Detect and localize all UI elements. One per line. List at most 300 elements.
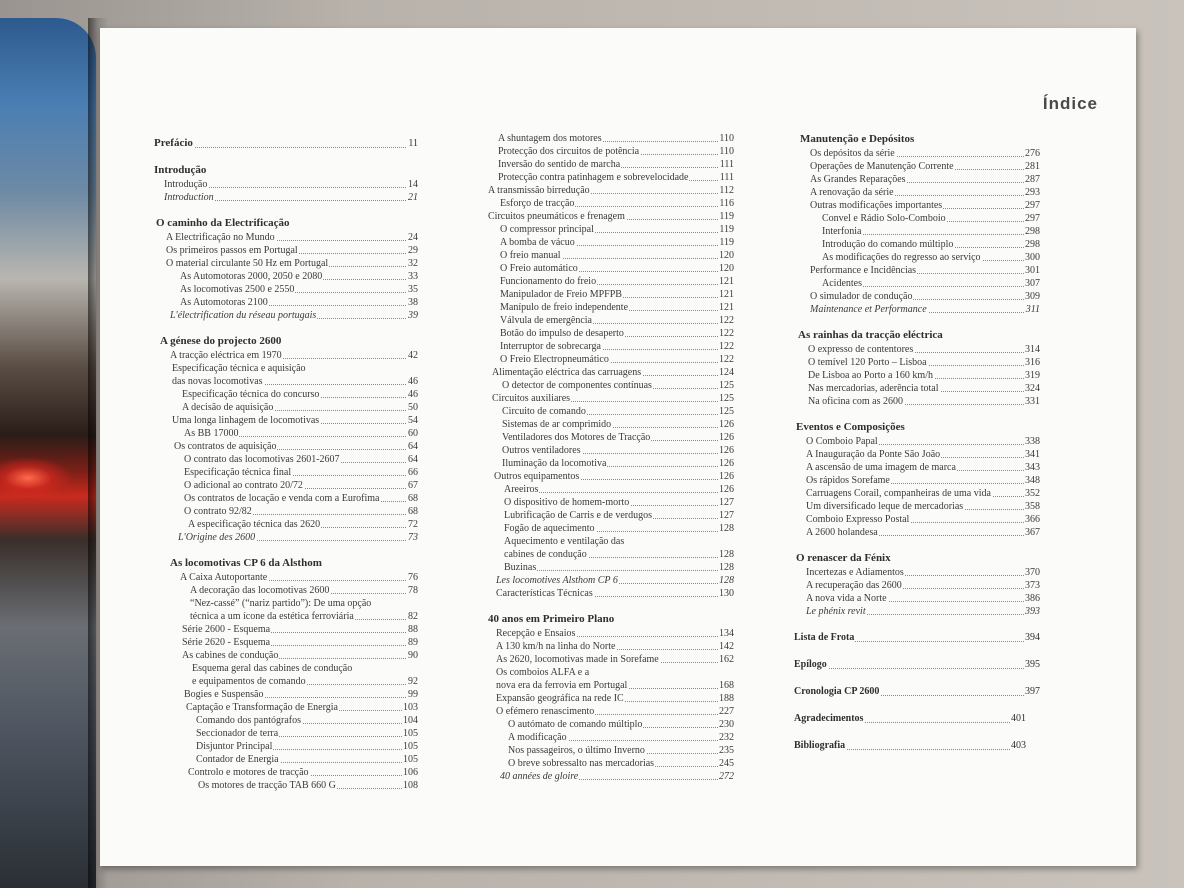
toc-entry xyxy=(504,522,734,535)
toc-section-heading xyxy=(800,132,1040,147)
entry-text: Les locomotives Alsthom CP 6 xyxy=(496,575,618,586)
page-number: 125 xyxy=(719,393,734,404)
page-number: 105 xyxy=(403,728,418,739)
page-number: 235 xyxy=(719,745,734,756)
entry-text: Seccionador de terra xyxy=(196,728,279,739)
page-number: 119 xyxy=(719,237,734,248)
entry-text: O dispositivo de homem-morto xyxy=(504,497,630,508)
toc-entry xyxy=(822,277,1040,290)
page-number: 121 xyxy=(719,289,734,300)
photo-red-light xyxy=(0,458,70,498)
page-number: 319 xyxy=(1025,370,1040,381)
toc-entry xyxy=(808,369,1040,382)
entry-text: das novas locomotivas xyxy=(172,376,263,387)
toc-entry xyxy=(806,500,1040,513)
entry-text: A especificação técnica das 2620 xyxy=(188,519,321,530)
entry-text: Iluminação da locomotiva xyxy=(502,458,607,469)
entry-text: Outros ventiladores xyxy=(502,445,581,456)
page-number: 343 xyxy=(1025,462,1040,473)
toc-entry xyxy=(494,470,734,483)
entry-text: 40 années de gloire xyxy=(500,771,579,782)
entry-text: O contrato 92/82 xyxy=(184,506,252,517)
page-number: 88 xyxy=(408,624,418,635)
entry-text: O Comboio Papal xyxy=(806,436,878,447)
page-number: 105 xyxy=(403,741,418,752)
toc-entry xyxy=(496,640,734,653)
page-number: 78 xyxy=(408,585,418,596)
toc-gap xyxy=(488,600,734,612)
page-number: 108 xyxy=(403,780,418,791)
toc-entry xyxy=(196,753,418,766)
toc-entry xyxy=(810,147,1040,160)
toc-entry xyxy=(184,492,418,505)
toc-entry xyxy=(502,457,734,470)
entry-text: Manípulo de freio independente xyxy=(500,302,629,313)
entry-text: As 2620, locomotivas made in Sorefame xyxy=(496,654,659,665)
entry-text: A Electrificação no Mundo xyxy=(166,232,275,243)
toc-gap xyxy=(154,204,418,216)
toc-entry xyxy=(810,186,1040,199)
entry-text: Introdução do comando múltiplo xyxy=(822,239,954,250)
page-number: 127 xyxy=(719,510,734,521)
toc-entry xyxy=(496,705,734,718)
page-number: 301 xyxy=(1025,265,1040,276)
page-number: 64 xyxy=(408,454,418,465)
toc-entry xyxy=(166,231,418,244)
entry-text: O Freio Electropneumático xyxy=(500,354,609,365)
heading-text: Agradecimentos xyxy=(794,713,864,724)
toc-entry xyxy=(500,223,734,236)
page-number: 314 xyxy=(1025,344,1040,355)
toc-gap xyxy=(794,699,1040,711)
entry-text: Controlo e motores de tracção xyxy=(188,767,309,778)
toc-entry xyxy=(500,275,734,288)
toc-section-heading xyxy=(794,684,1040,699)
entry-text: Circuitos auxiliares xyxy=(492,393,571,404)
toc-entry xyxy=(822,225,1040,238)
toc-entry xyxy=(822,251,1040,264)
page-number: 42 xyxy=(408,350,418,361)
toc-entry xyxy=(806,513,1040,526)
toc-entry xyxy=(496,692,734,705)
page-number: 99 xyxy=(408,689,418,700)
toc-section-heading xyxy=(794,711,1026,726)
page-number: 297 xyxy=(1025,213,1040,224)
toc-entry xyxy=(502,405,734,418)
entry-text: As Automotoras 2100 xyxy=(180,297,268,308)
toc-entry xyxy=(182,636,418,649)
toc-entry xyxy=(192,675,418,688)
page-number: 24 xyxy=(408,232,418,243)
toc-entry xyxy=(500,327,734,340)
toc-entry xyxy=(172,362,418,375)
page-number: 401 xyxy=(1011,713,1026,724)
page-number: 106 xyxy=(403,767,418,778)
toc-section-heading xyxy=(794,657,1040,672)
toc-entry xyxy=(182,388,418,401)
entry-text: Inversão do sentido de marcha xyxy=(498,159,621,170)
page-number: 366 xyxy=(1025,514,1040,525)
toc-entry xyxy=(180,270,418,283)
page-number: 89 xyxy=(408,637,418,648)
entry-text: A Caixa Autoportante xyxy=(180,572,268,583)
entry-text: técnica a um ícone da estética ferroviária xyxy=(190,611,354,622)
toc-section-heading xyxy=(794,630,1040,645)
entry-text: A tracção eléctrica em 1970 xyxy=(170,350,282,361)
toc-entry xyxy=(182,649,418,662)
entry-text: O material circulante 50 Hz em Portugal xyxy=(166,258,329,269)
page-number: 168 xyxy=(719,680,734,691)
entry-text: A 130 km/h na linha do Norte xyxy=(496,641,616,652)
entry-text: Recepção e Ensaios xyxy=(496,628,576,639)
page-number: 297 xyxy=(1025,200,1040,211)
page-number: 142 xyxy=(719,641,734,652)
toc-entry xyxy=(500,770,734,783)
toc-section-heading xyxy=(170,556,418,571)
toc-entry xyxy=(184,688,418,701)
page-number: 121 xyxy=(719,276,734,287)
entry-text: Características Técnicas xyxy=(496,588,593,599)
entry-text: Disjuntor Principal xyxy=(196,741,273,752)
toc-entry xyxy=(488,210,734,223)
heading-text: Introdução xyxy=(154,164,207,176)
toc-entry xyxy=(182,623,418,636)
page-number: 300 xyxy=(1025,252,1040,263)
entry-text: Botão do impulso de desaperto xyxy=(500,328,624,339)
page-number: 272 xyxy=(719,771,734,782)
toc-entry xyxy=(806,526,1040,539)
entry-text: Lubrificação de Carris e de verdugos xyxy=(504,510,652,521)
page-number: 316 xyxy=(1025,357,1040,368)
toc-entry xyxy=(500,340,734,353)
heading-text: A génese do projecto 2600 xyxy=(160,335,282,347)
toc-entry xyxy=(496,653,734,666)
toc-entry xyxy=(806,487,1040,500)
page-number: 370 xyxy=(1025,567,1040,578)
toc-entry xyxy=(500,249,734,262)
toc-entry xyxy=(810,173,1040,186)
toc-entry xyxy=(498,145,734,158)
toc-gap xyxy=(794,618,1040,630)
toc-section-heading xyxy=(798,328,1040,343)
page-number: 230 xyxy=(719,719,734,730)
page-number: 82 xyxy=(408,611,418,622)
entry-text: Le phénix revit xyxy=(806,606,866,617)
entry-text: O breve sobressalto nas mercadorias xyxy=(508,758,655,769)
toc-entry xyxy=(496,574,734,587)
page-number: 111 xyxy=(719,172,734,183)
toc-entry xyxy=(196,714,418,727)
toc-section-heading xyxy=(488,612,734,627)
entry-text: Na oficina com as 2600 xyxy=(808,396,903,407)
page-number: 21 xyxy=(408,192,418,203)
toc-entry xyxy=(810,290,1040,303)
entry-text: O freio manual xyxy=(500,250,561,261)
toc-entry xyxy=(182,401,418,414)
page-number: 358 xyxy=(1025,501,1040,512)
entry-text: Série 2600 - Esquema xyxy=(182,624,271,635)
entry-text: Captação e Transformação de Energia xyxy=(186,702,338,713)
toc-section-heading xyxy=(160,334,418,349)
page-number: 66 xyxy=(408,467,418,478)
entry-text: Protecção dos circuitos de potência xyxy=(498,146,640,157)
toc-entry xyxy=(810,303,1040,316)
entry-text: A decisão de aquisição xyxy=(182,402,274,413)
page-number: 128 xyxy=(719,575,734,586)
entry-text: O autómato de comando múltiplo xyxy=(508,719,643,730)
entry-text: Válvula de emergência xyxy=(500,315,592,326)
entry-text: Especificação técnica e aquisição xyxy=(172,363,306,374)
entry-text: Os rápidos Sorefame xyxy=(806,475,890,486)
page-number: 68 xyxy=(408,506,418,517)
entry-text: Buzinas xyxy=(504,562,537,573)
entry-text: Interfonia xyxy=(822,226,862,237)
toc-section-heading xyxy=(796,420,1040,435)
entry-text: Convel e Rádio Solo-Comboio xyxy=(822,213,946,224)
entry-text: As BB 17000 xyxy=(184,428,239,439)
heading-text: Epílogo xyxy=(794,659,827,670)
page-number: 122 xyxy=(719,341,734,352)
page-number: 130 xyxy=(719,588,734,599)
entry-text: Operações de Manutenção Corrente xyxy=(810,161,954,172)
page-number: 311 xyxy=(1025,304,1040,315)
toc-section-heading xyxy=(154,163,418,178)
toc-entry xyxy=(492,392,734,405)
page-number: 128 xyxy=(719,523,734,534)
toc-section-heading xyxy=(154,136,418,151)
entry-text: Aquecimento e ventilação das xyxy=(504,536,625,547)
entry-text: A shuntagem dos motores xyxy=(498,133,602,144)
entry-text: Esforço de tracção xyxy=(500,198,575,209)
toc-entry xyxy=(496,666,734,679)
entry-text: A 2600 holandesa xyxy=(806,527,878,538)
toc-entry xyxy=(184,505,418,518)
page-number: 35 xyxy=(408,284,418,295)
page-number: 348 xyxy=(1025,475,1040,486)
entry-text: Outros equipamentos xyxy=(494,471,580,482)
toc-entry xyxy=(806,461,1040,474)
page-number: 110 xyxy=(719,133,734,144)
toc-entry xyxy=(502,431,734,444)
toc-entry xyxy=(184,466,418,479)
toc-gap xyxy=(794,726,1040,738)
page-number: 112 xyxy=(719,185,734,196)
toc-entry xyxy=(196,727,418,740)
page-number: 92 xyxy=(408,676,418,687)
page-number: 119 xyxy=(719,224,734,235)
page-number: 122 xyxy=(719,328,734,339)
toc-entry xyxy=(500,314,734,327)
entry-text: Série 2620 - Esquema xyxy=(182,637,271,648)
toc-entry xyxy=(502,379,734,392)
page-number: 120 xyxy=(719,250,734,261)
page-number: 188 xyxy=(719,693,734,704)
page-title: Índice xyxy=(1042,94,1098,113)
page-number: 116 xyxy=(719,198,734,209)
toc-entry xyxy=(808,343,1040,356)
page-number: 111 xyxy=(719,159,734,170)
page-number: 105 xyxy=(403,754,418,765)
page-number: 309 xyxy=(1025,291,1040,302)
entry-text: De Lisboa ao Porto a 160 km/h xyxy=(808,370,933,381)
toc-entry xyxy=(504,483,734,496)
heading-text: Bibliografia xyxy=(794,740,846,751)
page-number: 127 xyxy=(719,497,734,508)
toc-entry xyxy=(806,605,1040,618)
page-number: 33 xyxy=(408,271,418,282)
toc-entry xyxy=(808,382,1040,395)
page-number: 338 xyxy=(1025,436,1040,447)
entry-text: Um diversificado leque de mercadorias xyxy=(806,501,964,512)
toc-entry xyxy=(188,766,418,779)
toc-entry xyxy=(174,440,418,453)
page-number: 76 xyxy=(408,572,418,583)
toc-entry xyxy=(508,718,734,731)
toc-entry xyxy=(504,561,734,574)
entry-text: Manipulador de Freio MPFPB xyxy=(500,289,622,300)
page-number: 373 xyxy=(1025,580,1040,591)
toc-entry xyxy=(502,444,734,457)
toc-entry xyxy=(806,566,1040,579)
toc-entry xyxy=(170,349,418,362)
page-number: 126 xyxy=(719,445,734,456)
heading-text: As rainhas da tracção eléctrica xyxy=(798,329,943,341)
entry-text: Os depósitos da série xyxy=(810,148,895,159)
heading-text: Prefácio xyxy=(154,137,193,149)
entry-text: Introduction xyxy=(164,192,214,203)
page-number: 73 xyxy=(408,532,418,543)
toc-entry xyxy=(190,584,418,597)
entry-text: Especificação técnica do concurso xyxy=(182,389,320,400)
entry-text: Interruptor de sobrecarga xyxy=(500,341,601,352)
toc-entry xyxy=(496,679,734,692)
entry-text: Circuitos pneumáticos e frenagem xyxy=(488,211,625,222)
page-number: 232 xyxy=(719,732,734,743)
page-number: 126 xyxy=(719,432,734,443)
entry-text: Comboio Expresso Postal xyxy=(806,514,910,525)
entry-text: A renovação da série xyxy=(810,187,894,198)
entry-text: Bogies e Suspensão xyxy=(184,689,264,700)
page-number: 298 xyxy=(1025,239,1040,250)
page-number: 293 xyxy=(1025,187,1040,198)
toc-entry xyxy=(184,479,418,492)
heading-text: Cronologia CP 2600 xyxy=(794,686,880,697)
entry-text: Protecção contra patinhagem e sobrevelocidade xyxy=(498,172,689,183)
toc-entry xyxy=(498,132,734,145)
toc-entry xyxy=(172,375,418,388)
page-number: 121 xyxy=(719,302,734,313)
entry-text: As Grandes Reparações xyxy=(810,174,906,185)
entry-text: Os contratos de locação e venda com a Eurofima xyxy=(184,493,380,504)
toc-entry xyxy=(166,257,418,270)
entry-text: As locomotivas 2500 e 2550 xyxy=(180,284,295,295)
entry-text: Carruagens Corail, companheiras de uma vida xyxy=(806,488,991,499)
entry-text: Alimentação eléctrica das carruagens xyxy=(492,367,642,378)
toc-entry xyxy=(172,414,418,427)
toc-gap xyxy=(794,645,1040,657)
heading-text: Eventos e Composições xyxy=(796,421,905,433)
page-number: 397 xyxy=(1025,686,1040,697)
page-number: 54 xyxy=(408,415,418,426)
entry-text: A nova vida a Norte xyxy=(806,593,887,604)
entry-text: A Inauguração da Ponte São João xyxy=(806,449,941,460)
entry-text: nova era da ferrovia em Portugal xyxy=(496,680,628,691)
toc-entry xyxy=(500,262,734,275)
entry-text: Os contratos de aquisição xyxy=(174,441,277,452)
entry-text: As modificações do regresso ao serviço xyxy=(822,252,981,263)
page-number: 38 xyxy=(408,297,418,308)
toc-entry xyxy=(164,178,418,191)
entry-text: Acidentes xyxy=(822,278,862,289)
toc-entry xyxy=(806,579,1040,592)
page-number: 331 xyxy=(1025,396,1040,407)
index-page xyxy=(100,28,1136,866)
page-number: 39 xyxy=(408,310,418,321)
entry-text: Maintenance et Performance xyxy=(810,304,927,315)
toc-gap xyxy=(154,544,418,556)
entry-text: Sistemas de ar comprimido xyxy=(502,419,612,430)
toc-entry xyxy=(164,191,418,204)
toc-entry xyxy=(806,474,1040,487)
entry-text: Fogão de aquecimento xyxy=(504,523,595,534)
toc-entry xyxy=(498,158,734,171)
page-number: 367 xyxy=(1025,527,1040,538)
page-number: 125 xyxy=(719,380,734,391)
toc-entry xyxy=(810,160,1040,173)
page-number: 386 xyxy=(1025,593,1040,604)
entry-text: Especificação técnica final xyxy=(184,467,292,478)
toc-entry xyxy=(810,264,1040,277)
toc-entry xyxy=(808,395,1040,408)
page-number: 125 xyxy=(719,406,734,417)
toc-gap xyxy=(154,151,418,163)
toc-section-heading xyxy=(794,738,1026,753)
toc-entry xyxy=(196,740,418,753)
toc-entry xyxy=(806,448,1040,461)
heading-text: 40 anos em Primeiro Plano xyxy=(488,613,615,625)
entry-text: Os motores de tracção TAB 660 G xyxy=(198,780,336,791)
toc-entry xyxy=(170,309,418,322)
page-number: 46 xyxy=(408,376,418,387)
page-number: 227 xyxy=(719,706,734,717)
toc-entry xyxy=(190,597,418,610)
page-number: 32 xyxy=(408,258,418,269)
page-number: 104 xyxy=(403,715,418,726)
page-number: 394 xyxy=(1025,632,1040,643)
page-number: 122 xyxy=(719,315,734,326)
entry-text: Esquema geral das cabines de condução xyxy=(192,663,353,674)
toc-entry xyxy=(500,288,734,301)
toc-entry xyxy=(492,366,734,379)
entry-text: A decoração das locomotivas 2600 xyxy=(190,585,330,596)
page-number: 122 xyxy=(719,354,734,365)
page-number: 119 xyxy=(719,211,734,222)
entry-text: “Nez-cassé” (“nariz partido”): De uma opção xyxy=(190,598,372,609)
toc-entry xyxy=(504,535,734,548)
toc-entry xyxy=(508,731,734,744)
entry-text: Nas mercadorias, aderência total xyxy=(808,383,939,394)
page-number: 245 xyxy=(719,758,734,769)
toc-section-heading xyxy=(156,216,418,231)
page-number: 103 xyxy=(403,702,418,713)
entry-text: Comando dos pantógrafos xyxy=(196,715,301,726)
entry-text: Circuito de comando xyxy=(502,406,586,417)
toc-entry xyxy=(500,197,734,210)
entry-text: Ventiladores dos Motores de Tracção xyxy=(502,432,651,443)
entry-text: O compressor principal xyxy=(500,224,594,235)
page-number: 64 xyxy=(408,441,418,452)
toc-section-heading xyxy=(796,551,1040,566)
